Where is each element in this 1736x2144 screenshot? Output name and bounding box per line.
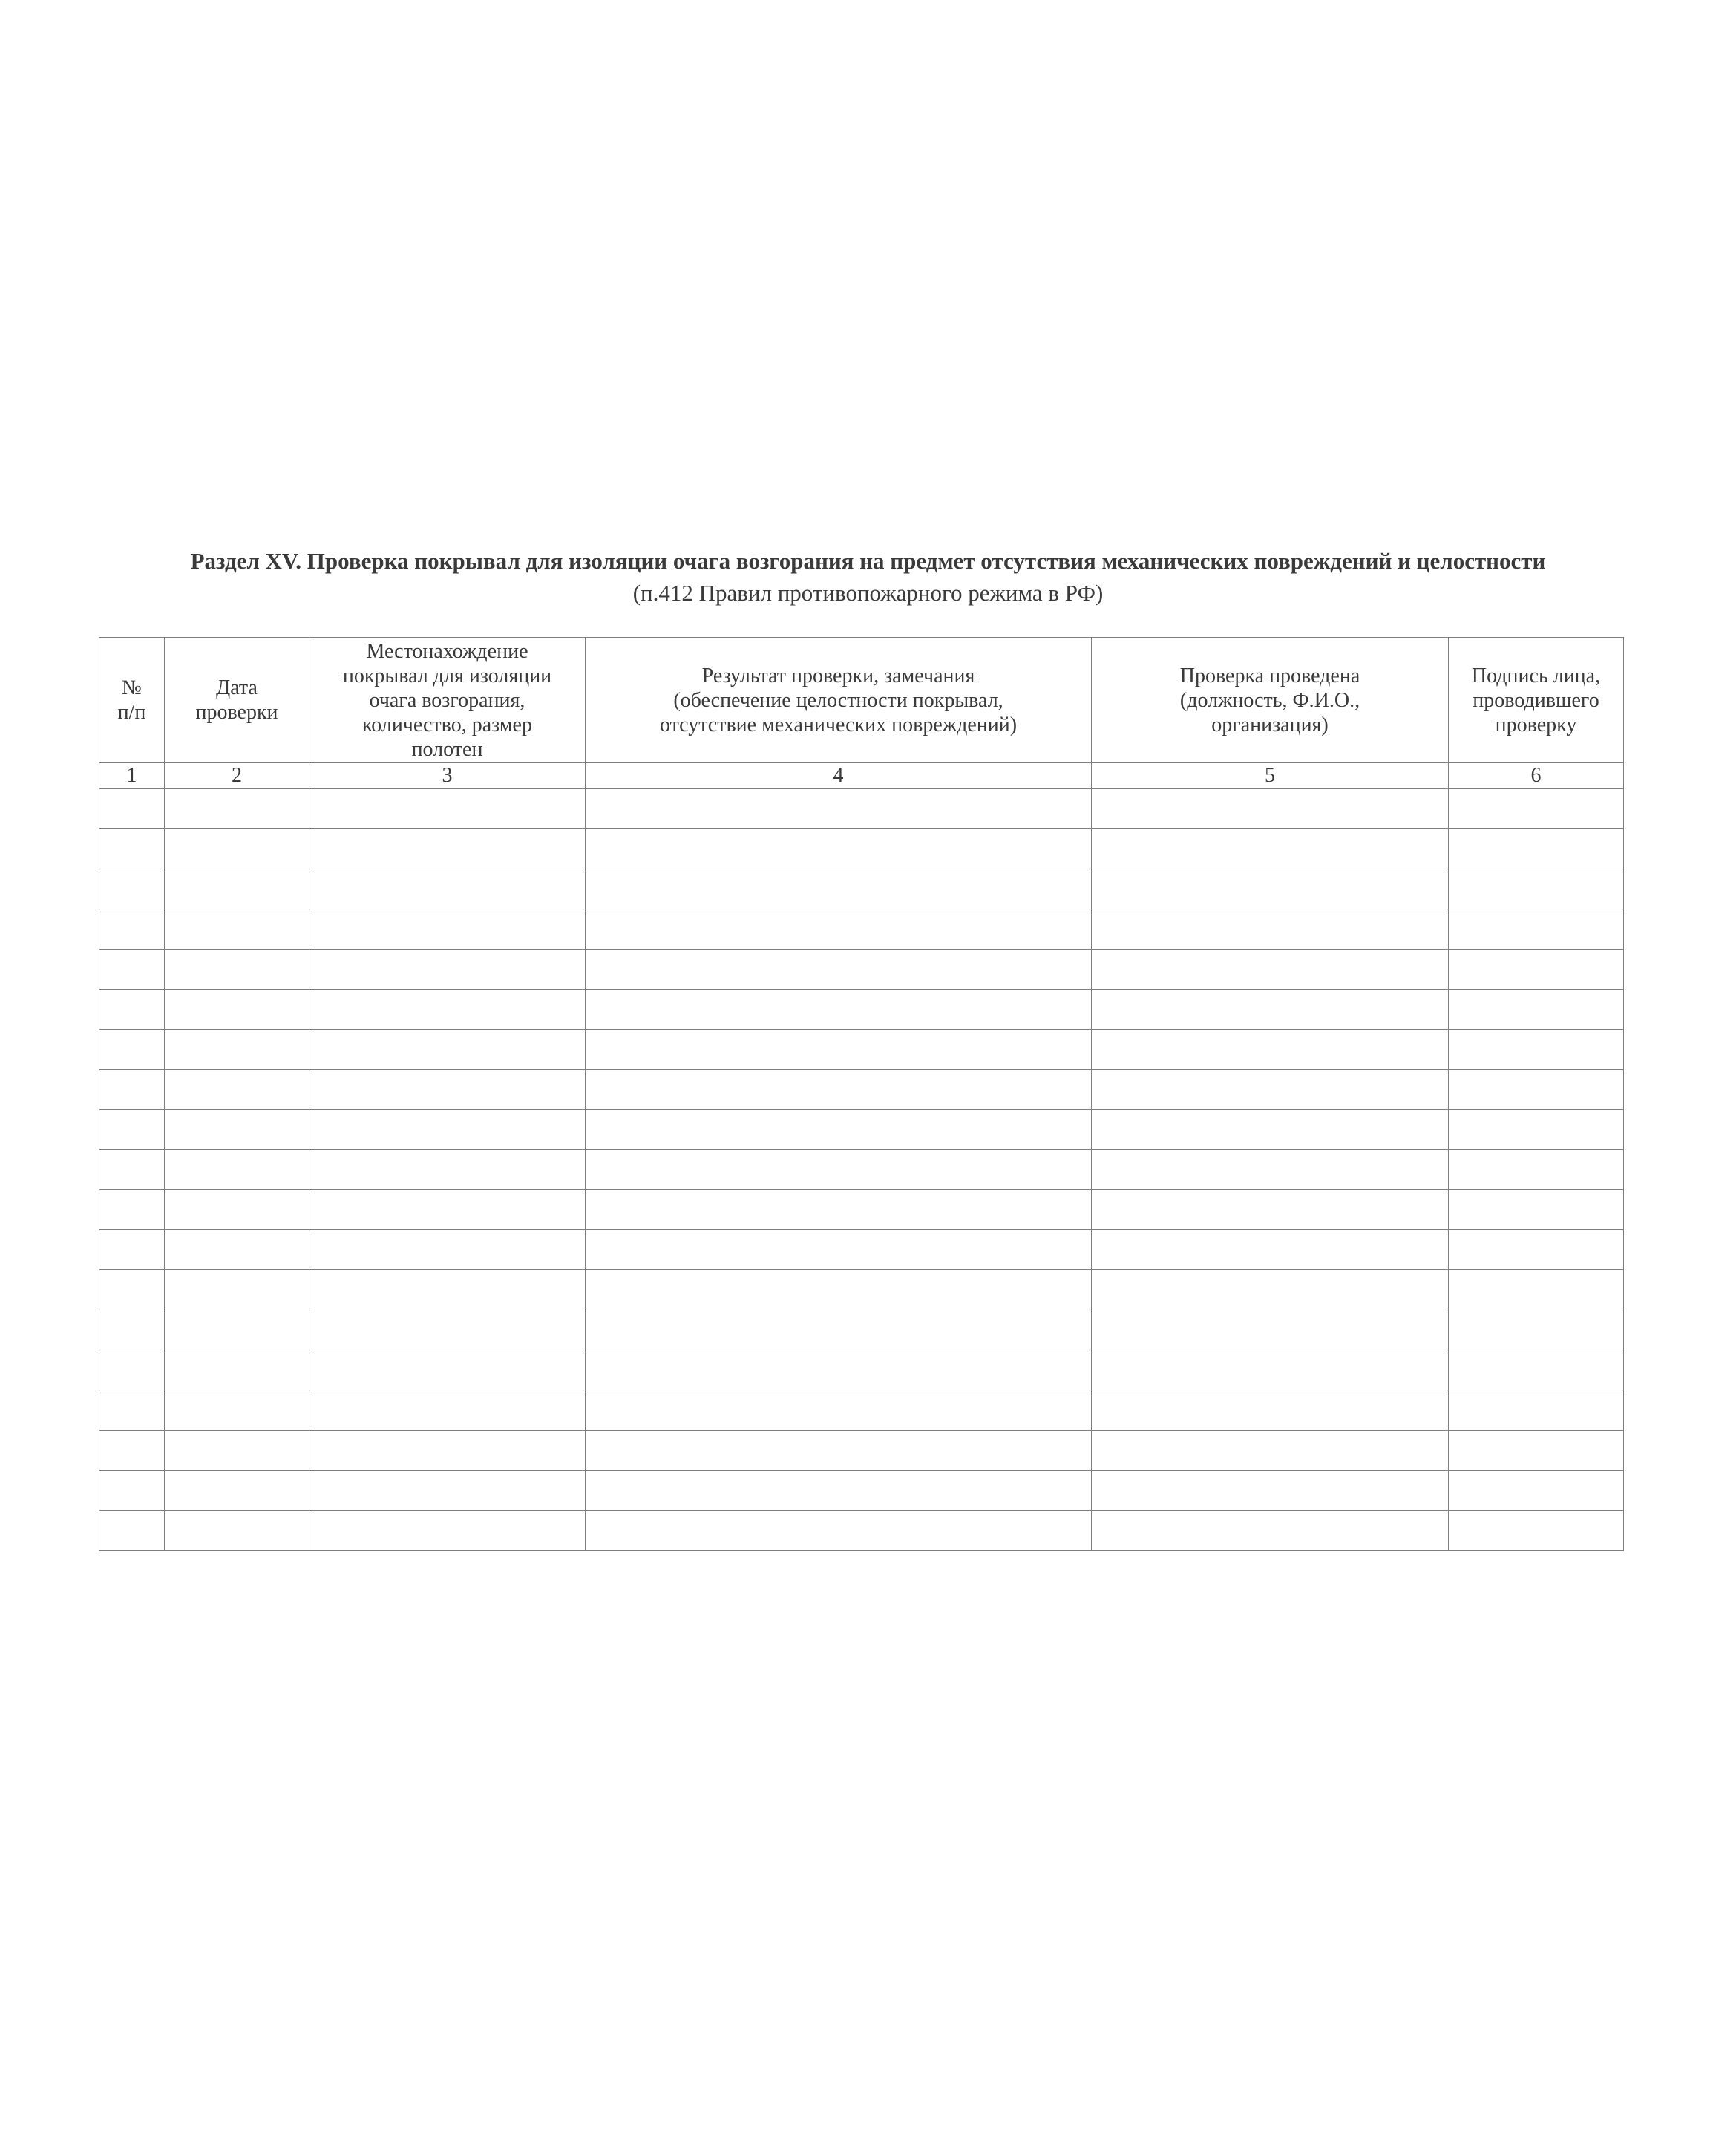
table-cell — [586, 1471, 1092, 1511]
table-row — [99, 1350, 1624, 1390]
table-cell — [309, 1431, 586, 1471]
header-line: проводившего — [1473, 688, 1599, 712]
table-cell — [1449, 1350, 1624, 1390]
table-cell — [1092, 1270, 1449, 1310]
table-cell — [165, 1270, 309, 1310]
table-cell — [1449, 990, 1624, 1030]
table-row — [99, 1030, 1624, 1070]
table-cell — [1092, 1150, 1449, 1190]
table-cell — [1092, 1110, 1449, 1150]
table-cell — [1449, 1471, 1624, 1511]
table-cell — [586, 1390, 1092, 1431]
table-row — [99, 789, 1624, 829]
table-cell — [1092, 950, 1449, 990]
table-cell — [165, 789, 309, 829]
table-cell — [309, 1030, 586, 1070]
column-number-cell: 1 — [99, 763, 165, 789]
table-row — [99, 909, 1624, 950]
table-row — [99, 1150, 1624, 1190]
table-cell — [99, 1310, 165, 1350]
table-row — [99, 1471, 1624, 1511]
table-cell — [99, 909, 165, 950]
header-line: Проверка проведена — [1179, 664, 1360, 687]
table-cell — [586, 909, 1092, 950]
table-cell — [99, 1511, 165, 1551]
table-row — [99, 829, 1624, 869]
table-row — [99, 1070, 1624, 1110]
table-cell — [1449, 1431, 1624, 1471]
table-cell — [1092, 990, 1449, 1030]
table-cell — [586, 950, 1092, 990]
table-cell — [309, 1511, 586, 1551]
table-cell — [309, 950, 586, 990]
table-cell — [1449, 829, 1624, 869]
header-cell-signature — [1449, 638, 1624, 763]
table-cell — [586, 1110, 1092, 1150]
header-line: п/п — [117, 701, 146, 724]
table-cell — [1449, 1390, 1624, 1431]
table-cell — [165, 1150, 309, 1190]
table-cell — [1092, 1190, 1449, 1230]
column-number-cell: 2 — [165, 763, 309, 789]
inspection-log-table — [99, 637, 1624, 1551]
table-row — [99, 950, 1624, 990]
table-cell — [1092, 1310, 1449, 1350]
table-row — [99, 1431, 1624, 1471]
table-cell — [1092, 1030, 1449, 1070]
table-cell — [309, 1230, 586, 1270]
table-cell — [586, 1270, 1092, 1310]
table-cell — [586, 829, 1092, 869]
column-number-row — [99, 763, 1624, 789]
table-cell — [309, 1350, 586, 1390]
table-cell — [99, 869, 165, 909]
table-cell — [1092, 1350, 1449, 1390]
column-number-cell: 3 — [309, 763, 586, 789]
table-cell — [99, 1230, 165, 1270]
table-body — [99, 789, 1624, 1551]
table-row — [99, 1190, 1624, 1230]
table-cell — [99, 990, 165, 1030]
column-number-cell: 5 — [1092, 763, 1449, 789]
table-row — [99, 1310, 1624, 1350]
table-cell — [1092, 829, 1449, 869]
table-cell — [586, 1431, 1092, 1471]
table-cell — [586, 1150, 1092, 1190]
header-cell-location — [309, 638, 586, 763]
header-row — [99, 638, 1624, 763]
table-cell — [165, 869, 309, 909]
table-cell — [99, 1110, 165, 1150]
table-cell — [1449, 1270, 1624, 1310]
table-cell — [1449, 909, 1624, 950]
table-cell — [165, 1070, 309, 1110]
table-cell — [1449, 789, 1624, 829]
table-cell — [586, 789, 1092, 829]
table-cell — [1449, 1110, 1624, 1150]
table-cell — [1092, 1230, 1449, 1270]
table-cell — [165, 990, 309, 1030]
header-line: (обеспечение целостности покрывал, — [673, 688, 1003, 712]
section-subtitle: (п.412 Правил противопожарного режима в РФ) — [632, 580, 1104, 606]
header-line: Местонахождение — [366, 639, 528, 663]
header-line: Результат проверки, замечания — [701, 664, 975, 687]
header-cell-number — [99, 638, 165, 763]
table-row — [99, 1390, 1624, 1431]
table-cell — [309, 1070, 586, 1110]
table-cell — [165, 1030, 309, 1070]
table-cell — [99, 950, 165, 990]
table-cell — [1092, 1390, 1449, 1431]
table-cell — [586, 1190, 1092, 1230]
section-title: Раздел XV. Проверка покрывал для изоляции очага возгорания на предмет отсутствия механических повреждений и целостности — [190, 548, 1546, 574]
table-cell — [309, 1150, 586, 1190]
table-cell — [1092, 789, 1449, 829]
table-cell — [309, 1471, 586, 1511]
table-cell — [586, 1511, 1092, 1551]
table-cell — [309, 1390, 586, 1431]
table-cell — [165, 1110, 309, 1150]
table-cell — [1449, 950, 1624, 990]
table-cell — [309, 1270, 586, 1310]
table-cell — [1092, 909, 1449, 950]
table-cell — [1449, 1511, 1624, 1551]
table-cell — [309, 869, 586, 909]
table-row — [99, 1511, 1624, 1551]
table-cell — [1092, 1511, 1449, 1551]
table-cell — [165, 1390, 309, 1431]
table-cell — [99, 789, 165, 829]
table-cell — [1449, 1070, 1624, 1110]
table-row — [99, 1230, 1624, 1270]
table-cell — [586, 990, 1092, 1030]
table-cell — [165, 1471, 309, 1511]
table-cell — [1449, 1190, 1624, 1230]
table-cell — [165, 1190, 309, 1230]
table-cell — [586, 1350, 1092, 1390]
header-line: количество, размер — [362, 713, 532, 736]
table-cell — [99, 1030, 165, 1070]
header-line: полотен — [411, 737, 483, 761]
table-cell — [1449, 1230, 1624, 1270]
column-number-cell: 6 — [1449, 763, 1624, 789]
header-line: № — [122, 676, 142, 699]
table-cell — [309, 1190, 586, 1230]
table-cell — [1449, 869, 1624, 909]
table-cell — [165, 909, 309, 950]
column-number-cell: 4 — [586, 763, 1092, 789]
table-cell — [99, 1431, 165, 1471]
header-line: очага возгорания, — [369, 688, 525, 712]
table-cell — [586, 869, 1092, 909]
table-cell — [309, 789, 586, 829]
header-cell-inspector — [1092, 638, 1449, 763]
table-cell — [1449, 1310, 1624, 1350]
header-line: Подпись лица, — [1471, 664, 1601, 687]
table-cell — [309, 1310, 586, 1350]
header-cell-date — [165, 638, 309, 763]
table-cell — [165, 1310, 309, 1350]
table-cell — [99, 1190, 165, 1230]
table-cell — [99, 1350, 165, 1390]
header-line: (должность, Ф.И.О., — [1179, 688, 1360, 712]
table-cell — [1449, 1150, 1624, 1190]
header-cell-result — [586, 638, 1092, 763]
table-cell — [99, 1270, 165, 1310]
table-cell — [309, 909, 586, 950]
table-cell — [1092, 1471, 1449, 1511]
table-cell — [586, 1070, 1092, 1110]
table-cell — [309, 829, 586, 869]
table-cell — [99, 1150, 165, 1190]
table-cell — [1449, 1030, 1624, 1070]
table-row — [99, 990, 1624, 1030]
header-line: проверки — [195, 701, 278, 724]
table-cell — [165, 1511, 309, 1551]
table-cell — [99, 1471, 165, 1511]
header-line: отсутствие механических повреждений) — [659, 713, 1018, 736]
table-cell — [586, 1310, 1092, 1350]
header-line: Дата — [216, 676, 258, 699]
table-row — [99, 1270, 1624, 1310]
table-cell — [99, 1070, 165, 1110]
table-cell — [99, 829, 165, 869]
table-cell — [165, 950, 309, 990]
header-line: организация) — [1211, 713, 1329, 736]
table-cell — [1092, 1431, 1449, 1471]
table-cell — [309, 990, 586, 1030]
table-cell — [586, 1030, 1092, 1070]
table-cell — [165, 829, 309, 869]
header-line: покрывал для изоляции — [342, 664, 552, 687]
table-row — [99, 1110, 1624, 1150]
table-cell — [1092, 1070, 1449, 1110]
header-line: проверку — [1495, 713, 1577, 736]
table-cell — [165, 1431, 309, 1471]
table-cell — [309, 1110, 586, 1150]
table-cell — [165, 1230, 309, 1270]
table-row — [99, 869, 1624, 909]
table-cell — [165, 1350, 309, 1390]
table-cell — [99, 1390, 165, 1431]
table-cell — [1092, 869, 1449, 909]
table-cell — [586, 1230, 1092, 1270]
